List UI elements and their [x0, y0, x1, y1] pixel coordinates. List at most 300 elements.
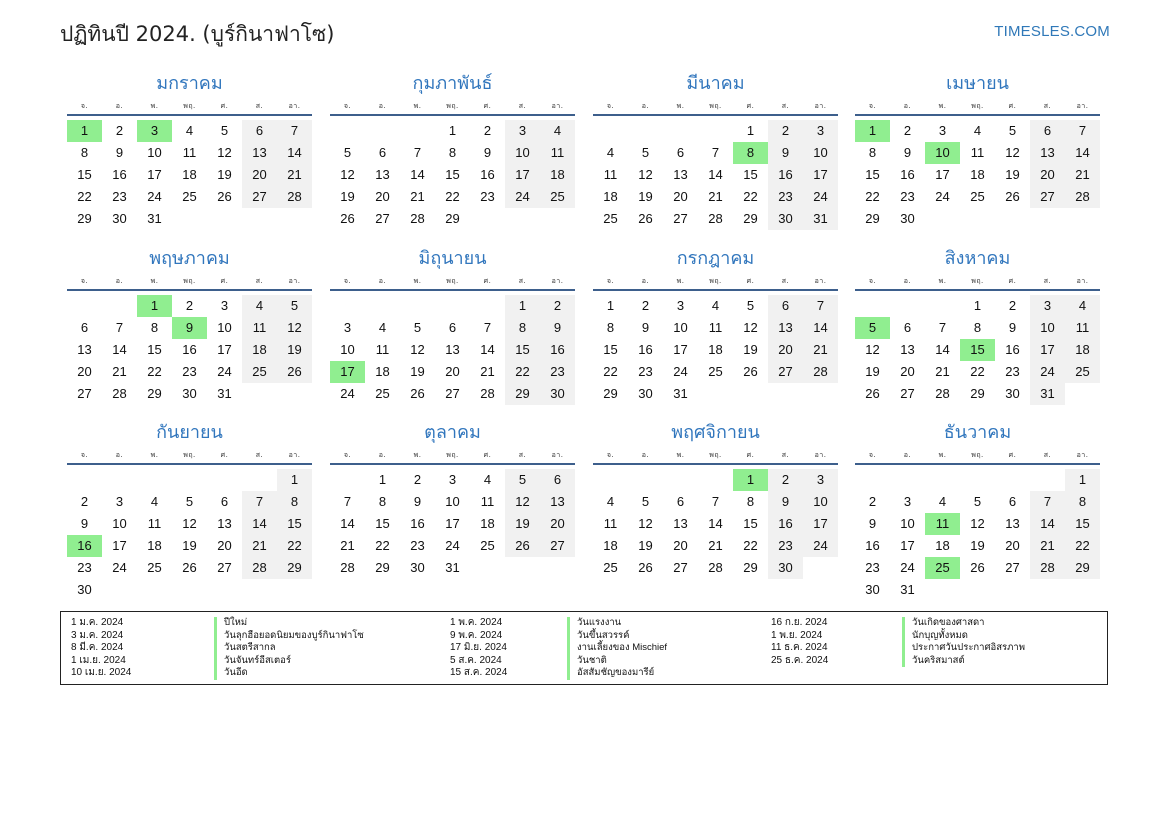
day-cell: 5	[641, 145, 650, 160]
day-cell: 21	[803, 339, 838, 361]
day-cell: 17	[217, 342, 232, 357]
page-title: ปฏิทินปี 2024. (บูร์กินาฟาโซ)	[60, 22, 335, 46]
day-cell: 4	[150, 494, 159, 509]
day-cell: 20	[242, 164, 277, 186]
holiday-date: 15 ส.ค. 2024	[450, 667, 508, 678]
weekday-header	[855, 447, 1100, 465]
day-cell: 21	[708, 189, 723, 204]
day-cell: 15	[743, 167, 758, 182]
weekday-label: พ.	[413, 102, 422, 110]
day-cell: 15	[743, 516, 758, 531]
holiday-row	[450, 667, 780, 680]
weekday-label: อา.	[1076, 277, 1089, 285]
day-cell: 2	[185, 298, 194, 313]
day-cell: 3	[1030, 295, 1065, 317]
day-cell: 19	[1005, 167, 1020, 182]
day-cell: 12	[277, 317, 312, 339]
day-grid	[593, 291, 838, 423]
holiday-row	[71, 667, 401, 680]
day-cell: 2	[540, 295, 575, 317]
day-grid	[855, 116, 1100, 248]
month-block	[855, 419, 1100, 597]
weekday-label: พ.	[150, 277, 159, 285]
day-cell: 26	[638, 560, 653, 575]
day-cell: 26	[1005, 189, 1020, 204]
day-cell: 25	[182, 189, 197, 204]
day-cell: 23	[182, 364, 197, 379]
day-cell: 20	[375, 189, 390, 204]
day-cell: 1	[746, 123, 755, 138]
weekday-label: จ.	[343, 451, 352, 459]
holiday-day-cell: 9	[172, 317, 207, 339]
holiday-day-cell: 25	[925, 557, 960, 579]
day-cell: 10	[803, 491, 838, 513]
day-cell: 27	[217, 560, 232, 575]
day-cell: 6	[903, 320, 912, 335]
day-cell: 6	[676, 494, 685, 509]
day-cell: 30	[1005, 386, 1020, 401]
day-cell: 31	[147, 211, 162, 226]
day-cell: 18	[480, 516, 495, 531]
weekday-label: อ.	[115, 277, 124, 285]
day-cell: 12	[970, 516, 985, 531]
month-block	[330, 245, 575, 423]
day-grid	[593, 465, 838, 597]
day-cell: 16	[410, 516, 425, 531]
day-cell: 9	[641, 320, 650, 335]
day-cell: 19	[970, 538, 985, 553]
month-name: กรกฎาคม	[676, 248, 755, 269]
day-cell: 2	[115, 123, 124, 138]
day-cell: 17	[935, 167, 950, 182]
day-cell: 7	[115, 320, 124, 335]
day-cell: 23	[540, 361, 575, 383]
day-cell: 21	[410, 189, 425, 204]
day-cell: 27	[375, 211, 390, 226]
day-cell: 31	[673, 386, 688, 401]
weekday-label: พ.	[938, 451, 947, 459]
day-cell: 19	[182, 538, 197, 553]
month-name: มีนาคม	[686, 73, 745, 94]
day-cell: 23	[112, 189, 127, 204]
day-cell: 30	[768, 557, 803, 579]
holiday-day-cell: 1	[67, 120, 102, 142]
day-cell: 10	[217, 320, 232, 335]
day-cell: 20	[1005, 538, 1020, 553]
day-cell: 1	[505, 295, 540, 317]
day-cell: 4	[483, 472, 492, 487]
weekday-label: จ.	[606, 277, 615, 285]
holiday-row	[771, 617, 1101, 630]
day-cell: 17	[673, 342, 688, 357]
day-cell: 24	[803, 186, 838, 208]
weekday-label: จ.	[80, 277, 89, 285]
holiday-name: วันจันทร์อีสเตอร์	[214, 655, 291, 668]
day-cell: 22	[603, 364, 618, 379]
day-cell: 12	[865, 342, 880, 357]
holiday-name: งานเลี้ยงของ Mischief	[567, 642, 667, 655]
day-cell: 16	[540, 339, 575, 361]
day-cell: 26	[970, 560, 985, 575]
day-cell: 30	[768, 208, 803, 230]
month-block	[330, 70, 575, 248]
day-cell: 22	[865, 189, 880, 204]
weekday-header	[593, 447, 838, 465]
day-cell: 26	[277, 361, 312, 383]
day-cell: 23	[900, 189, 915, 204]
day-cell: 5	[277, 295, 312, 317]
day-cell: 16	[1005, 342, 1020, 357]
day-cell: 6	[676, 145, 685, 160]
day-cell: 21	[242, 535, 277, 557]
day-cell: 30	[638, 386, 653, 401]
weekday-label: พฤ.	[183, 102, 196, 110]
holiday-date: 1 ม.ค. 2024	[71, 617, 124, 628]
holiday-row	[771, 642, 1101, 655]
weekday-label: จ.	[606, 102, 615, 110]
day-cell: 2	[903, 123, 912, 138]
day-cell: 24	[340, 386, 355, 401]
weekday-label: พฤ.	[446, 451, 459, 459]
day-cell: 30	[77, 582, 92, 597]
day-cell: 6	[378, 145, 387, 160]
day-grid	[67, 465, 312, 597]
day-cell: 22	[77, 189, 92, 204]
day-cell: 1	[1065, 469, 1100, 491]
day-grid	[67, 116, 312, 248]
month-block	[855, 70, 1100, 248]
weekday-label: ศ.	[220, 102, 229, 110]
day-cell: 6	[220, 494, 229, 509]
day-cell: 14	[112, 342, 127, 357]
day-cell: 5	[413, 320, 422, 335]
day-cell: 16	[865, 538, 880, 553]
day-cell: 18	[603, 538, 618, 553]
day-cell: 2	[80, 494, 89, 509]
weekday-label: พฤ.	[971, 277, 984, 285]
holiday-day-cell: 17	[330, 361, 365, 383]
day-cell: 6	[1008, 494, 1017, 509]
day-cell: 18	[375, 364, 390, 379]
day-cell: 29	[375, 560, 390, 575]
month-name: มิถุนายน	[418, 248, 487, 269]
month-name: พฤศจิกายน	[671, 422, 760, 443]
day-cell: 18	[242, 339, 277, 361]
holiday-date: 5 ส.ค. 2024	[450, 654, 502, 666]
holiday-column	[771, 617, 1101, 667]
day-cell: 25	[603, 211, 618, 226]
day-cell: 28	[277, 186, 312, 208]
day-cell: 30	[182, 386, 197, 401]
weekday-label: ส.	[781, 102, 790, 110]
day-cell: 24	[900, 560, 915, 575]
day-cell: 24	[1030, 361, 1065, 383]
day-cell: 25	[540, 186, 575, 208]
day-cell: 7	[413, 145, 422, 160]
day-cell: 29	[970, 386, 985, 401]
weekday-label: พฤ.	[183, 277, 196, 285]
weekday-label: จ.	[868, 277, 877, 285]
day-cell: 7	[242, 491, 277, 513]
day-cell: 3	[343, 320, 352, 335]
weekday-header	[330, 98, 575, 116]
day-cell: 28	[242, 557, 277, 579]
weekday-label: พ.	[150, 451, 159, 459]
day-cell: 4	[606, 494, 615, 509]
weekday-label: ศ.	[1008, 277, 1017, 285]
weekday-header	[855, 273, 1100, 291]
day-cell: 22	[970, 364, 985, 379]
day-cell: 10	[147, 145, 162, 160]
weekday-label: ส.	[1043, 451, 1052, 459]
weekday-label: พฤ.	[446, 277, 459, 285]
day-cell: 13	[768, 317, 803, 339]
day-cell: 28	[1030, 557, 1065, 579]
day-cell: 9	[413, 494, 422, 509]
day-cell: 16	[182, 342, 197, 357]
weekday-label: อ.	[378, 277, 387, 285]
weekday-label: อา.	[551, 277, 564, 285]
day-cell: 25	[147, 560, 162, 575]
day-cell: 17	[112, 538, 127, 553]
day-cell: 23	[768, 186, 803, 208]
day-cell: 8	[606, 320, 615, 335]
day-cell: 20	[540, 513, 575, 535]
day-cell: 2	[483, 123, 492, 138]
holiday-name: วันชาติ	[567, 655, 607, 668]
brand-link[interactable]: TIMESLES.COM	[994, 23, 1110, 40]
day-cell: 2	[768, 120, 803, 142]
day-cell: 26	[217, 189, 232, 204]
weekday-header	[67, 273, 312, 291]
holiday-day-cell: 5	[855, 317, 890, 339]
weekday-label: พฤ.	[971, 102, 984, 110]
day-cell: 6	[540, 469, 575, 491]
month-name: ธันวาคม	[943, 422, 1012, 443]
month-block	[593, 70, 838, 248]
day-cell: 9	[1008, 320, 1017, 335]
day-cell: 18	[147, 538, 162, 553]
month-block	[593, 419, 838, 597]
month-name: เมษายน	[946, 73, 1009, 94]
day-cell: 20	[445, 364, 460, 379]
weekday-label: ส.	[518, 102, 527, 110]
weekday-label: พ.	[676, 102, 685, 110]
day-cell: 4	[711, 298, 720, 313]
holiday-name: วันอีด	[214, 667, 248, 680]
day-cell: 10	[803, 142, 838, 164]
holiday-date: 1 พ.ค. 2024	[450, 617, 503, 628]
weekday-header	[67, 98, 312, 116]
weekday-header	[67, 447, 312, 465]
day-cell: 28	[410, 211, 425, 226]
weekday-label: พฤ.	[709, 102, 722, 110]
day-cell: 19	[638, 538, 653, 553]
day-cell: 10	[340, 342, 355, 357]
day-cell: 15	[1065, 513, 1100, 535]
holiday-day-cell: 11	[925, 513, 960, 535]
holiday-day-cell: 1	[137, 295, 172, 317]
day-cell: 18	[540, 164, 575, 186]
day-cell: 22	[743, 538, 758, 553]
day-cell: 13	[900, 342, 915, 357]
day-cell: 7	[1030, 491, 1065, 513]
month-name: กุมภาพันธ์	[412, 73, 493, 94]
day-cell: 1	[277, 469, 312, 491]
day-cell: 25	[603, 560, 618, 575]
day-cell: 3	[903, 494, 912, 509]
day-cell: 20	[673, 189, 688, 204]
holiday-day-cell: 1	[733, 469, 768, 491]
day-cell: 12	[182, 516, 197, 531]
day-cell: 13	[375, 167, 390, 182]
day-cell: 7	[277, 120, 312, 142]
holiday-row	[71, 655, 401, 668]
day-cell: 15	[603, 342, 618, 357]
day-cell: 11	[147, 516, 162, 531]
day-cell: 29	[603, 386, 618, 401]
month-name: สิงหาคม	[944, 248, 1011, 269]
holiday-row	[771, 630, 1101, 643]
day-cell: 24	[505, 186, 540, 208]
weekday-label: อ.	[903, 451, 912, 459]
day-cell: 28	[1065, 186, 1100, 208]
day-cell: 6	[768, 295, 803, 317]
weekday-label: พ.	[413, 277, 422, 285]
day-cell: 24	[147, 189, 162, 204]
day-cell: 26	[505, 535, 540, 557]
day-cell: 2	[868, 494, 877, 509]
day-cell: 26	[865, 386, 880, 401]
day-cell: 7	[483, 320, 492, 335]
day-cell: 14	[935, 342, 950, 357]
holiday-date: 1 พ.ย. 2024	[771, 629, 823, 641]
holiday-row	[450, 655, 780, 668]
day-cell: 7	[711, 494, 720, 509]
day-cell: 7	[1065, 120, 1100, 142]
day-cell: 28	[935, 386, 950, 401]
day-cell: 5	[220, 123, 229, 138]
day-cell: 5	[746, 298, 755, 313]
day-cell: 5	[343, 145, 352, 160]
day-cell: 28	[803, 361, 838, 383]
day-cell: 11	[708, 320, 723, 335]
weekday-label: อ.	[903, 277, 912, 285]
day-cell: 31	[900, 582, 915, 597]
day-cell: 10	[1030, 317, 1065, 339]
day-cell: 9	[768, 142, 803, 164]
day-cell: 1	[973, 298, 982, 313]
day-cell: 20	[900, 364, 915, 379]
day-cell: 15	[445, 167, 460, 182]
weekday-label: อา.	[1076, 451, 1089, 459]
day-cell: 20	[1030, 164, 1065, 186]
day-cell: 31	[445, 560, 460, 575]
day-cell: 19	[217, 167, 232, 182]
day-cell: 9	[483, 145, 492, 160]
day-cell: 15	[277, 513, 312, 535]
day-cell: 19	[638, 189, 653, 204]
weekday-label: จ.	[80, 102, 89, 110]
day-cell: 26	[743, 364, 758, 379]
holiday-row	[450, 642, 780, 655]
weekday-label: อา.	[551, 102, 564, 110]
day-cell: 17	[505, 164, 540, 186]
weekday-label: ศ.	[483, 451, 492, 459]
day-cell: 23	[1005, 364, 1020, 379]
day-cell: 9	[768, 491, 803, 513]
day-cell: 23	[865, 560, 880, 575]
day-cell: 20	[217, 538, 232, 553]
day-cell: 12	[638, 516, 653, 531]
day-cell: 2	[1008, 298, 1017, 313]
day-cell: 18	[603, 189, 618, 204]
weekday-label: อ.	[641, 277, 650, 285]
day-cell: 17	[1030, 339, 1065, 361]
day-cell: 29	[147, 386, 162, 401]
day-cell: 26	[340, 211, 355, 226]
day-cell: 3	[115, 494, 124, 509]
weekday-label: พ.	[676, 277, 685, 285]
weekday-label: ศ.	[746, 102, 755, 110]
day-cell: 27	[768, 361, 803, 383]
weekday-label: อา.	[288, 451, 301, 459]
holiday-name: วันคริสมาสต์	[902, 655, 965, 668]
weekday-label: ส.	[255, 102, 264, 110]
weekday-header	[330, 447, 575, 465]
day-cell: 26	[410, 386, 425, 401]
day-cell: 13	[217, 516, 232, 531]
day-cell: 7	[343, 494, 352, 509]
day-cell: 9	[80, 516, 89, 531]
day-cell: 25	[480, 538, 495, 553]
holiday-name: อัสสัมชัญของมารีย์	[567, 667, 654, 680]
weekday-label: พ.	[676, 451, 685, 459]
day-cell: 19	[340, 189, 355, 204]
day-cell: 29	[277, 557, 312, 579]
weekday-label: อา.	[1076, 102, 1089, 110]
month-name: พฤษภาคม	[149, 248, 230, 269]
day-cell: 2	[768, 469, 803, 491]
weekday-label: ส.	[781, 277, 790, 285]
day-cell: 10	[900, 516, 915, 531]
day-cell: 17	[147, 167, 162, 182]
day-cell: 27	[1030, 186, 1065, 208]
holiday-name: ปีใหม่	[214, 617, 247, 630]
day-cell: 9	[868, 516, 877, 531]
weekday-label: ส.	[518, 277, 527, 285]
day-cell: 14	[242, 513, 277, 535]
day-cell: 28	[708, 560, 723, 575]
day-cell: 22	[1065, 535, 1100, 557]
weekday-label: อา.	[814, 102, 827, 110]
day-cell: 20	[77, 364, 92, 379]
day-cell: 21	[935, 364, 950, 379]
day-cell: 29	[77, 211, 92, 226]
day-cell: 18	[182, 167, 197, 182]
day-cell: 16	[768, 513, 803, 535]
day-cell: 16	[112, 167, 127, 182]
day-cell: 5	[185, 494, 194, 509]
day-cell: 14	[708, 516, 723, 531]
day-cell: 31	[803, 208, 838, 230]
day-cell: 13	[540, 491, 575, 513]
holiday-name: ประกาศวันประกาศอิสรภาพ	[902, 642, 1025, 655]
day-cell: 24	[445, 538, 460, 553]
day-grid	[855, 291, 1100, 423]
day-cell: 27	[77, 386, 92, 401]
day-cell: 30	[540, 383, 575, 405]
